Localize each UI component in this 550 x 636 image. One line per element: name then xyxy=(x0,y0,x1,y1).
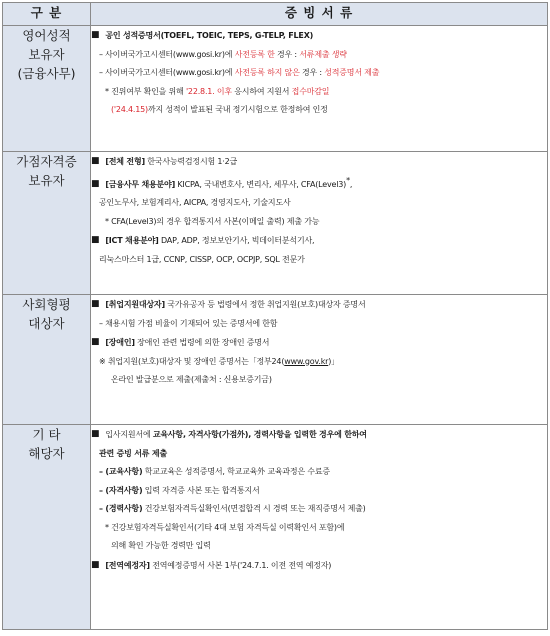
list-item: – 사이버국가고시센터(www.gosi.kr)에 사전등록 하지 않은 경우 : 성적증명서 제출 xyxy=(99,68,380,77)
list-item: ■ [금융사무 채용분야] KICPA, 국내변호사, 변리사, 세무사, CFA(Level3)*, xyxy=(91,175,353,189)
note-line: * CFA(Level3)의 경우 합격통지서 사본(이메일 출력) 제출 가능 xyxy=(105,216,320,226)
category-social: 사회형평 대상자 xyxy=(3,295,91,425)
bullet-square-icon: ■ xyxy=(91,156,100,166)
list-item: ■ 공인 성적증명서(TOEFL, TOEIC, TEPS, G-TELP, FLEX) xyxy=(91,30,314,40)
note-line: ('24.4.15)까지 성적이 발표된 국내 정기시험으로 한정하여 인정 xyxy=(111,105,328,114)
list-item: ■ [ICT 채용분야] DAP, ADP, 정보보안기사, 빅데이터분석기사, xyxy=(91,235,315,245)
list-item: ■ [전역예정자] 전역예정증명서 사본 1부('24.7.1. 이전 전역 예정자) xyxy=(91,559,332,570)
list-item: – 사이버국가고시센터(www.gosi.kr)에 사전등록 한 경우 : 서류제출 생략 xyxy=(99,49,347,59)
category-etc: 기 타 해당자 xyxy=(3,425,91,630)
list-item: – (교육사항) 학교교육은 성적증명서, 학교교육外 교육과정은 수료증 xyxy=(99,467,330,476)
content-english xyxy=(91,26,548,152)
bullet-square-icon: ■ xyxy=(91,429,100,439)
list-item: – (자격사항) 입력 자격증 사본 또는 합격통지서 xyxy=(99,485,260,495)
bullet-square-icon: ■ xyxy=(91,178,100,189)
list-item: ■ [취업지원대상자] 국가유공자 등 법령에서 정한 취업지원(보호)대상자 증명서 xyxy=(91,299,366,309)
category-english: 영어성적 보유자 (금융사무) xyxy=(3,26,91,152)
note-line: * 건강보험자격득실확인서(기타 4대 보험 자격득실 이력확인서 포함)에 xyxy=(105,522,345,532)
bullet-square-icon: ■ xyxy=(91,299,100,309)
content-etc: ■ 입사지원서에 교육사항, 자격사항(가점外), 경력사항을 입력한 경우에 한하여 관련 증빙 서류 제출 – (교육사항) 학교교육은 성적증명서, 학교교육外 교육과정은 수료증 – (자격사항) 입력 자격증 사본 또는 합격통지서 – (경력사항) 건강보험자격득실확인서(면접합격 시 경력 또는 재직증명서 제출) * 건강보험자격득실확인서(기타 4대 보험 자격득실 이력확인서 포함)에 의해 확인 가능한 경력만 입력 ■ [전역예정자] 전역예정증명서 사본 1부('24.7.1. 이전 전역 예정자) xyxy=(91,425,548,630)
document-table xyxy=(2,2,548,630)
bullet-square-icon: ■ xyxy=(91,30,100,40)
content-certificate: ■ [전체 전형] 한국사능력검정시험 1·2급 ■ [금융사무 채용분야] KICPA, 국내변호사, 변리사, 세무사, CFA(Level3)*, 공인노무사, 보험계리사, AICPA, 경영지도사, 기술지도사 * CFA(Level3)의 경우 합격통지서 사본(이메일 출력) 제출 가능 ■ [ICT 채용분야] DAP, ADP, 정보보안기사, 빅데이터분석기사, 리눅스마스터 1급, CCNP, CISSP, OCP, OCPJP, SQL 전문가 xyxy=(91,152,548,295)
list-item: – (경력사항) 건강보험자격득실확인서(면접합격 시 경력 또는 재직증명서 제출) xyxy=(99,504,366,513)
content-social: ■ [취업지원대상자] 국가유공자 등 법령에서 정한 취업지원(보호)대상자 증명서 – 채용시험 가점 비율이 기재되어 있는 증명서에 한함 ■ [장애인] 장애인 관련 법령에 의한 장애인 증명서 ※ 취업지원(보호)대상자 및 장애인 증명서는「정부24(www.gov.kr)」 온라인 발급분으로 제출(제출처 : 신용보증기금) xyxy=(91,295,548,425)
category-certificate: 가점자격증 보유자 xyxy=(3,152,91,295)
note-line: ※ 취업지원(보호)대상자 및 장애인 증명서는「정부24(www.gov.kr)」 xyxy=(99,356,339,366)
header-category: 구 분 xyxy=(3,3,91,26)
list-item: ■ 입사지원서에 교육사항, 자격사항(가점外), 경력사항을 입력한 경우에 한하여 xyxy=(91,429,367,439)
bullet-square-icon: ■ xyxy=(91,559,100,570)
list-item: ■ [전체 전형] 한국사능력검정시험 1·2급 xyxy=(91,156,238,166)
bullet-square-icon: ■ xyxy=(91,337,100,347)
header-documents: 증 빙 서 류 xyxy=(91,3,548,26)
note-line: * 진위여부 확인을 위해 '22.8.1. 이후 응시하여 지원서 접수마감일 xyxy=(105,86,330,96)
bullet-square-icon: ■ xyxy=(91,235,100,245)
gov-link[interactable]: www.gov.kr xyxy=(284,356,329,366)
list-item: ■ [장애인] 장애인 관련 법령에 의한 장애인 증명서 xyxy=(91,337,270,347)
